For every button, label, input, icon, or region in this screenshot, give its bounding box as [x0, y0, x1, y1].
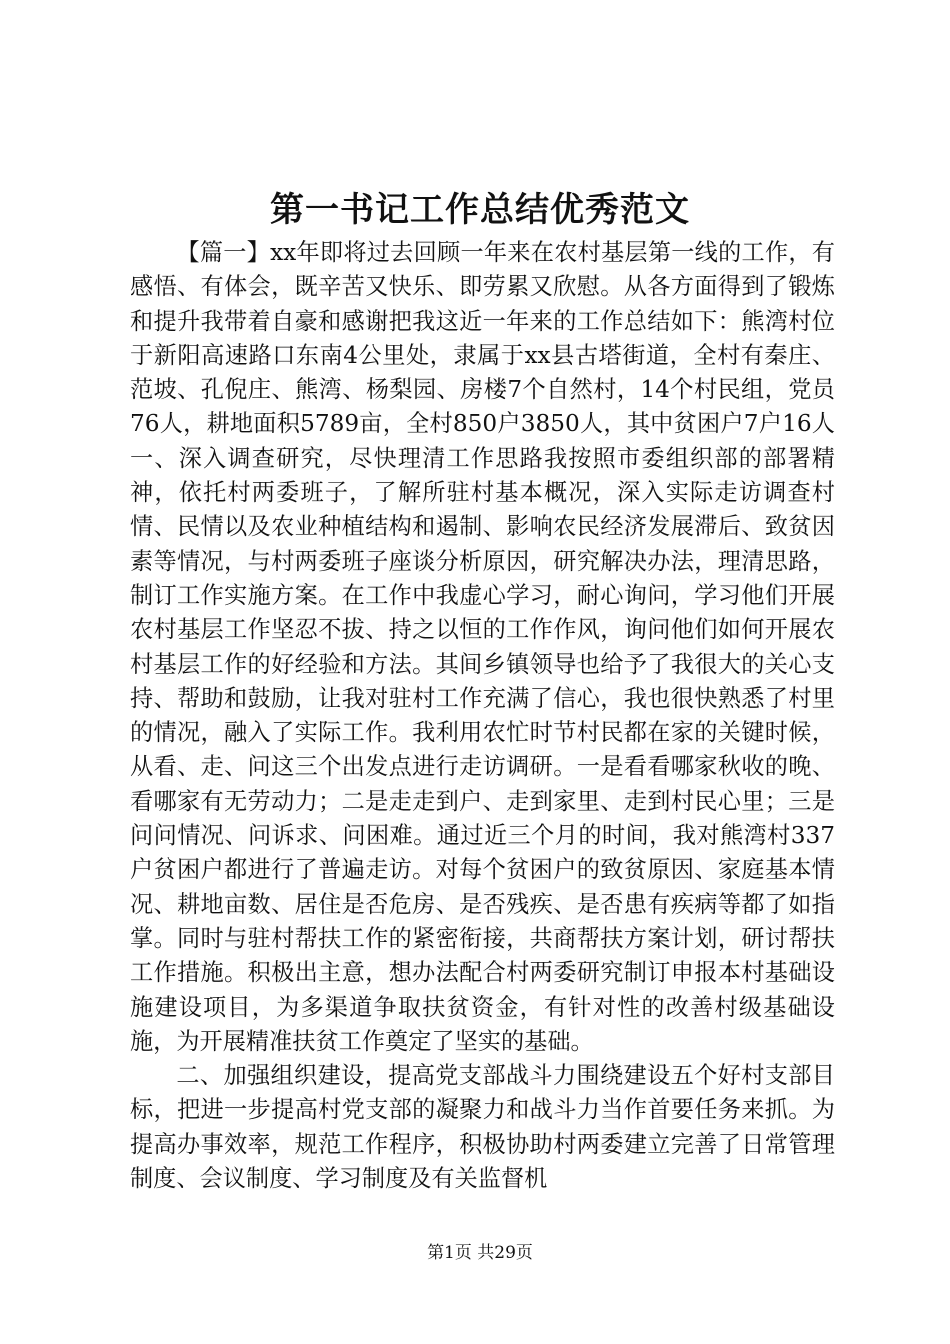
page-number-footer: 第1页 共29页: [427, 1243, 533, 1263]
paragraph-1: 【篇一】xx年即将过去回顾一年来在农村基层第一线的工作，有感悟、有体会，既辛苦又快乐、即劳累又欣慰。从各方面得到了锻炼和提升我带着自豪和感谢把我这近一年来的工作总结如下：熊湾村位于新阳高速路口东南4公里处，隶属于xx县古塔街道，全村有秦庄、范坡、孔倪庄、熊湾、杨梨园、房楼7个自然村，14个村民组，党员76人，耕地面积5789亩，全村850户3850人，其中贫困户7户16人一、深入调查研究，尽快理清工作思路我按照市委组织部的部署精神，依托村两委班子，了解所驻村基本概况，深入实际走访调查村情、民情以及农业种植结构和遏制、影响农民经济发展滞后、致贫因素等情况，与村两委班子座谈分析原因，研究解决办法，理清思路，制订工作实施方案。在工作中我虚心学习，耐心询问，学习他们开展农村基层工作坚忍不拔、持之以恒的工作作风，询问他们如何开展农村基层工作的好经验和方法。其间乡镇领导也给予了我很大的关心支持、帮助和鼓励，让我对驻村工作充满了信心，我也很快熟悉了村里的情况，融入了实际工作。我利用农忙时节村民都在家的关键时候，从看、走、问这三个出发点进行走访调研。一是看看哪家秋收的晚、看哪家有无劳动力；二是走走到户、走到家里、走到村民心里；三是问问情况、问诉求、问困难。通过近三个月的时间，我对熊湾村337户贫困户都进行了普遍走访。对每个贫困户的致贫原因、家庭基本情况、耕地亩数、居住是否危房、是否残疾、是否患有疾病等都了如指掌。同时与驻村帮扶工作的紧密衔接，共商帮扶方案计划，研讨帮扶工作措施。积极出主意，想办法配合村两委研究制订申报本村基础设施建设项目，为多渠道争取扶贫资金，有针对性的改善村级基础设施，为开展精准扶贫工作奠定了坚实的基础。: [130, 239, 835, 1055]
document-title: 第一书记工作总结优秀范文: [270, 190, 690, 230]
document-body: [130, 236, 835, 1196]
paragraph-2: 二、加强组织建设，提高党支部战斗力围绕建设五个好村支部目标，把进一步提高村党支部的凝聚力和战斗力当作首要任务来抓。为提高办事效率，规范工作程序，积极协助村两委建立完善了日常管理制度、会议制度、学习制度及有关监督机: [130, 1062, 835, 1193]
